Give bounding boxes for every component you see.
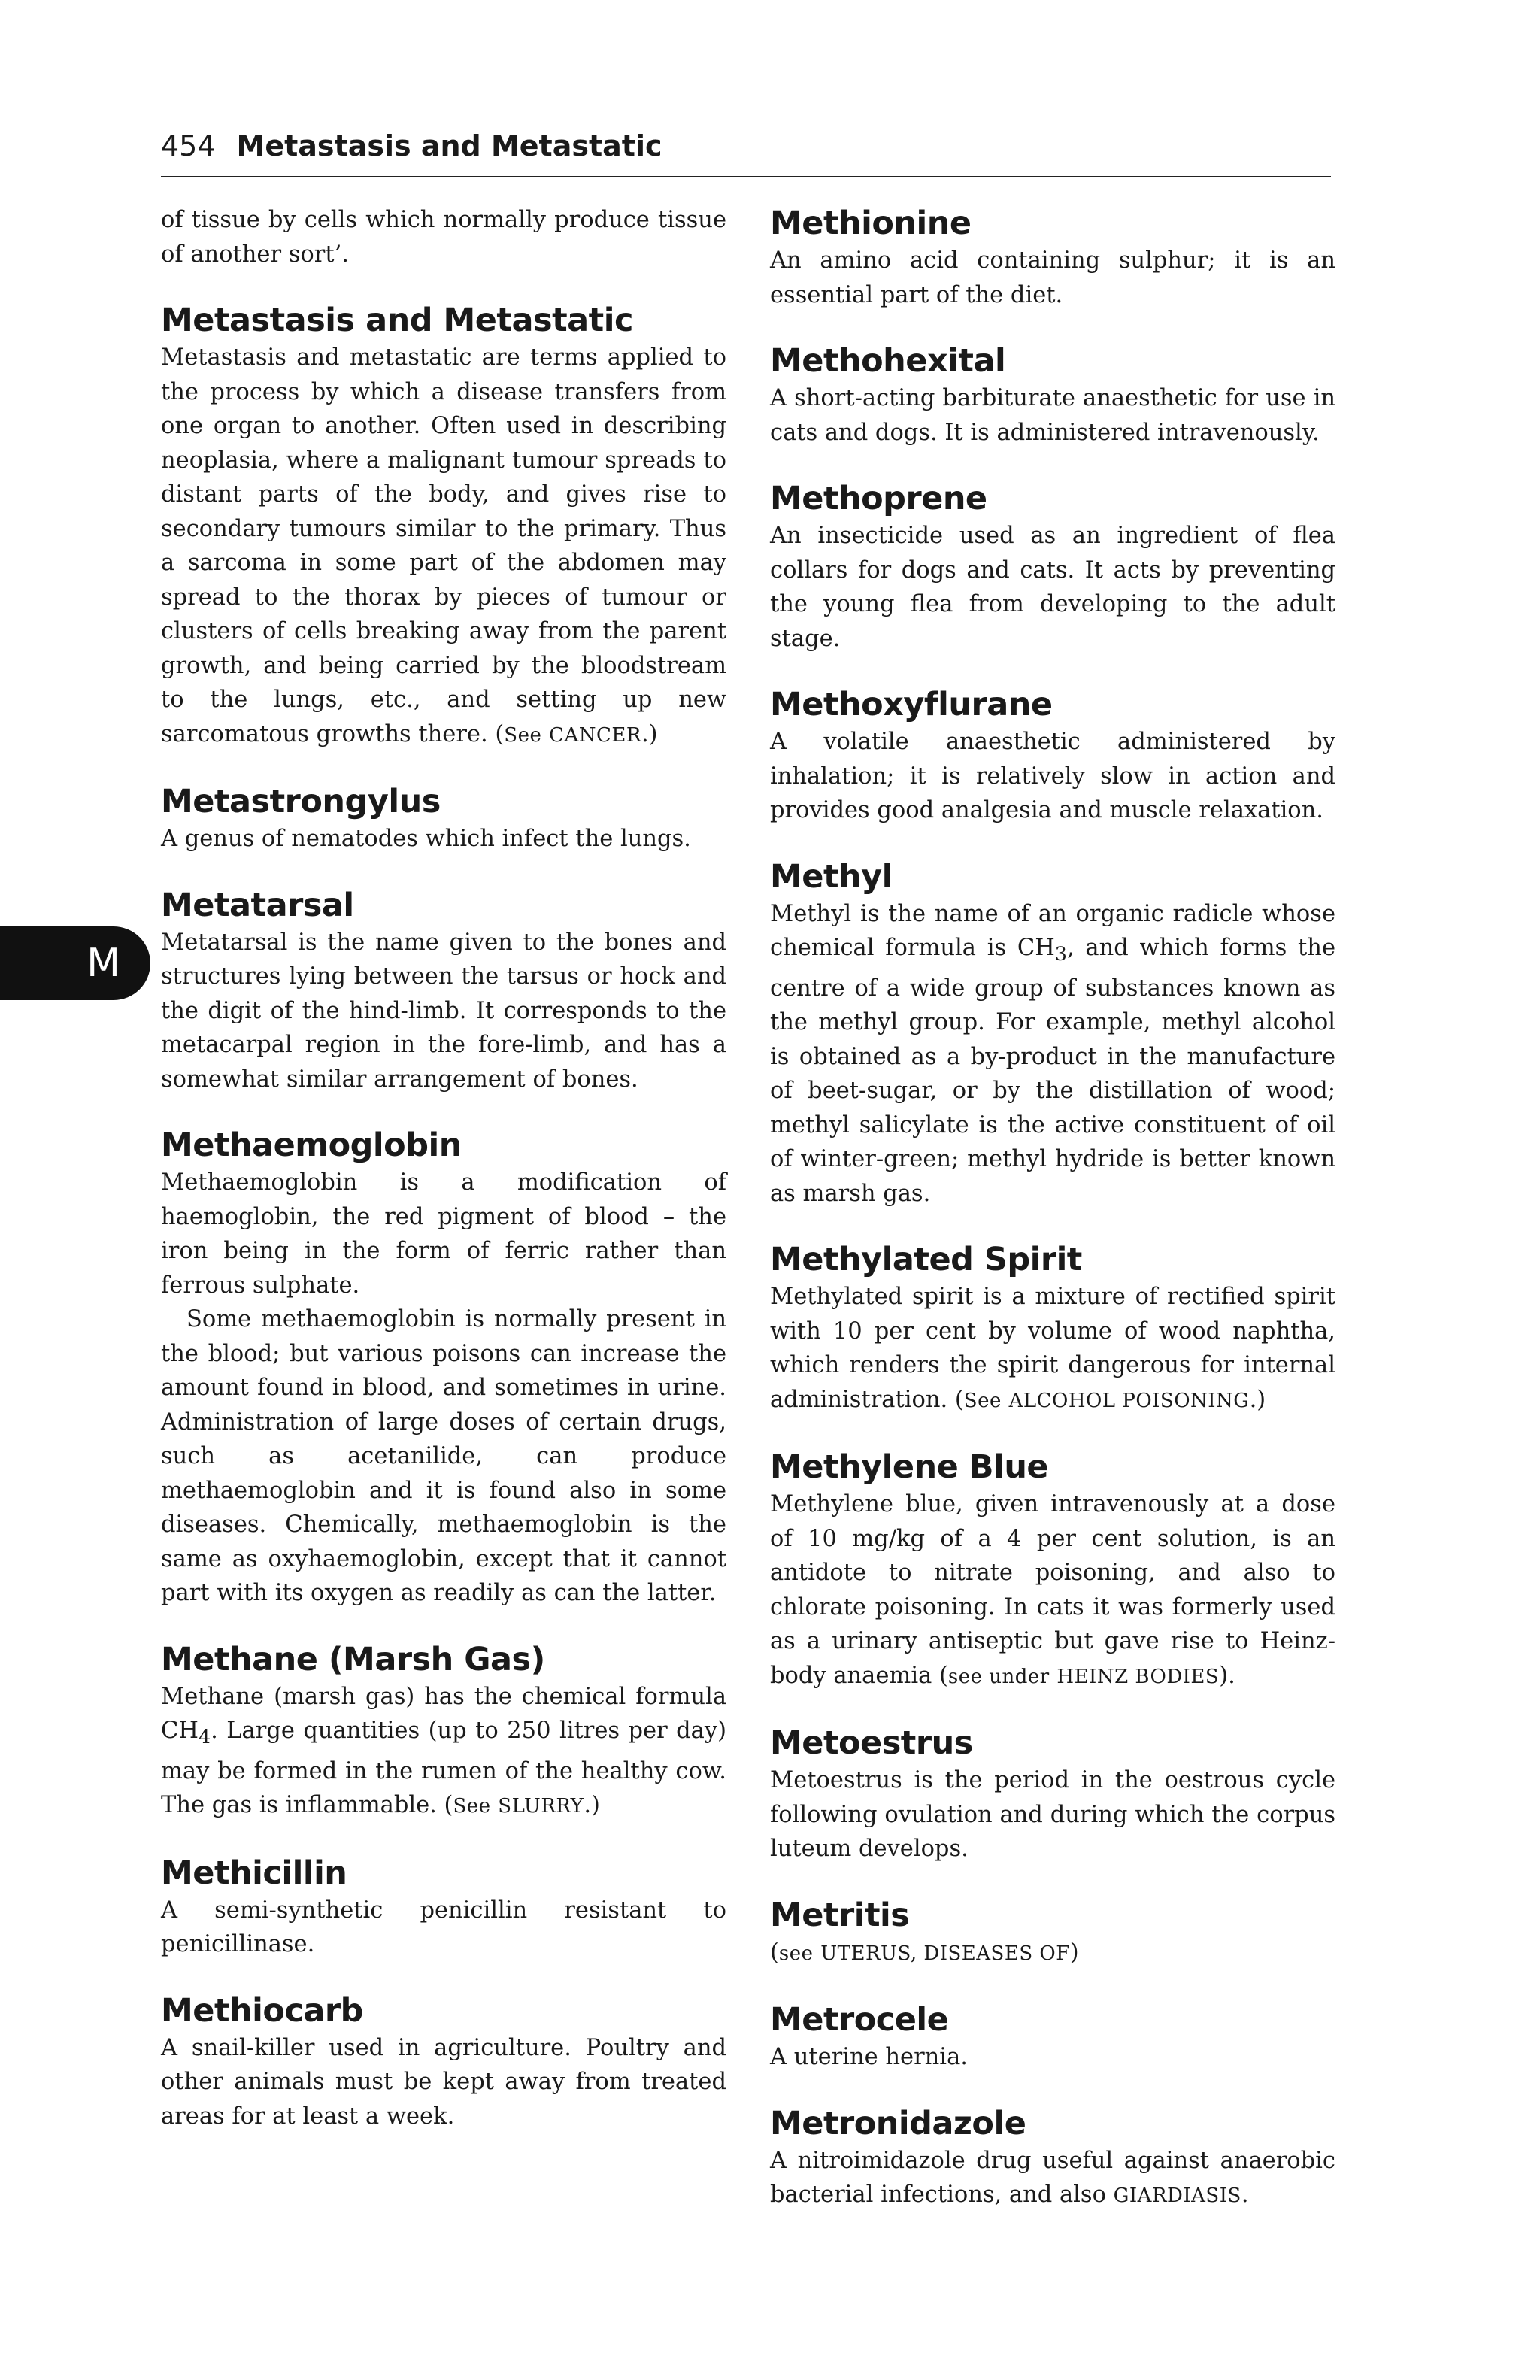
entry-heading: Metritis xyxy=(770,1896,910,1934)
entry-body: Methyl is the name of an organic radicle whose chemical formula is $CH_3$, and which forms the centre of a wide group of substances known as the methyl group. For example, methyl alcohol is obtained as a by-product in the manufacture of beet-sugar, or by the distillation of wood; methyl salicylate is the active constituent of oil of winter-green; methyl hydride is better known as marsh gas. xyxy=(770,900,1335,1207)
entry-heading: Methyl xyxy=(770,857,893,896)
cross-reference: GIARDIASIS xyxy=(1113,2184,1241,2208)
entry-body: Metoestrus is the period in the oestrous cycle following ovulation and during which the corpus luteum develops. xyxy=(770,1767,1335,1863)
entry-methylene-blue xyxy=(770,1447,1335,1694)
entry-metritis xyxy=(770,1895,1335,1972)
entry-metronidazole xyxy=(770,2103,1335,2214)
entry-methylated-spirit xyxy=(770,1239,1335,1418)
cross-reference: HEINZ BODIES xyxy=(1056,1665,1220,1688)
entry-heading: Metronidazole xyxy=(770,2104,1026,2142)
entry-body: An amino acid containing sulphur; it is an essential part of the diet. xyxy=(770,247,1335,308)
entry-methicillin xyxy=(161,1853,726,1962)
entry-body: Metatarsal is the name given to the bones and structures lying between the tarsus or hock and the digit of the hind-limb. It corresponds to the metacarpal region in the fore-limb, and has a somewhat similar arrangement of bones. xyxy=(161,929,726,1093)
entry-methoprene xyxy=(770,478,1335,656)
entry-heading: Methicillin xyxy=(161,1854,347,1892)
entry-heading: Metoestrus xyxy=(770,1724,973,1763)
right-column xyxy=(770,203,1335,2242)
entry-body: Methaemoglobin is a modification of haemoglobin, the red pigment of blood – the iron being in the form of ferric rather than ferrous sulphate. xyxy=(161,1169,726,1299)
entry-heading: Metatarsal xyxy=(161,886,354,924)
cross-reference: CANCER xyxy=(549,723,641,747)
entry-body: A short-acting barbiturate anaesthetic for use in cats and dogs. It is administered intravenously. xyxy=(770,385,1335,446)
entry-heading: Methohexital xyxy=(770,342,1006,380)
entry-body: An insecticide used as an ingredient of flea collars for dogs and cats. It acts by preventing the young flea from developing to the adult stage. xyxy=(770,523,1335,652)
entry-methionine xyxy=(770,203,1335,312)
entry-metrocele xyxy=(770,2000,1335,2075)
see-label: see under xyxy=(947,1665,1050,1688)
entry-heading: Methaemoglobin xyxy=(161,1126,462,1164)
running-title: Metastasis and Metastatic xyxy=(236,129,662,162)
entry-metoestrus xyxy=(770,1723,1335,1866)
entry-heading: Metrocele xyxy=(770,2001,949,2039)
entry-metatarsal xyxy=(161,885,726,1097)
entry-body: A nitroimidazole drug useful against anaerobic bacterial infections, and also GIARDIASIS. xyxy=(770,2147,1335,2209)
left-column xyxy=(161,203,726,2162)
page-number: 454 xyxy=(161,129,216,162)
entry-methohexital xyxy=(770,341,1335,450)
entry-heading: Methoprene xyxy=(770,480,987,517)
entry-heading: Methionine xyxy=(770,205,972,242)
entry-heading: Methiocarb xyxy=(161,1991,363,2030)
thumb-index-tab xyxy=(0,926,150,1000)
entry-body: Methane (marsh gas) has the chemical formula $CH_4$. Large quantities (up to 250 litres per day) may be formed in the rumen of the healthy cow. The gas is inflammable. (See SLURRY.) xyxy=(161,1683,726,1819)
entry-methoxyflurane xyxy=(770,684,1335,828)
entry-body-paragraph-2: Some methaemoglobin is normally present in the blood; but various poisons can increase the amount found in blood, and sometimes in urine. Administration of large doses of certain drugs, such as acetanilide, can produce methaemoglobin and it is found also in some diseases. Chemically, methaemoglobin is the same as oxyhaemoglobin, except that it cannot part with its oxygen as readily as can the latter. xyxy=(161,1306,726,1606)
entry-continuation xyxy=(161,203,726,271)
cross-reference: UTERUS, DISEASES OF xyxy=(820,1942,1070,1965)
entry-heading: Methane (Marsh Gas) xyxy=(161,1640,545,1678)
entry-body: A volatile anaesthetic administered by inhalation; it is relatively slow in action and provides good analgesia and muscle relaxation. xyxy=(770,729,1335,823)
entry-body: A semi-synthetic penicillin resistant to penicillinase. xyxy=(161,1896,726,1958)
see-label: See xyxy=(963,1389,1002,1412)
subscript: 3 xyxy=(1054,942,1067,966)
see-label: see xyxy=(778,1942,814,1965)
entry-body: Methylated spirit is a mixture of rectified spirit with 10 per cent by volume of wood naphtha, which renders the spirit dangerous for internal administration. (See ALCOHOL POISONING.) xyxy=(770,1284,1335,1413)
cross-reference: ALCOHOL POISONING xyxy=(1008,1389,1250,1412)
entry-metastasis xyxy=(161,300,726,753)
entry-methaemoglobin xyxy=(161,1125,726,1611)
entry-body: Methylene blue, given intravenously at a dose of 10 mg/kg of a 4 per cent solution, is an antidote to nitrate poisoning, and also to chlorate poisoning. In cats it was formerly used as a urinary antiseptic but gave rise to Heinz-body anaemia (see under HEINZ BODIES). xyxy=(770,1491,1335,1689)
entry-metastrongylus xyxy=(161,781,726,856)
continuation-text: of tissue by cells which normally produce tissue of another sort’. xyxy=(161,207,726,268)
entry-heading: Methoxyflurane xyxy=(770,686,1053,723)
entry-heading: Methylated Spirit xyxy=(770,1241,1082,1279)
entry-heading: Methylene Blue xyxy=(770,1448,1049,1487)
entry-body: A genus of nematodes which infect the lungs. xyxy=(161,826,691,852)
subscript: 4 xyxy=(198,1725,211,1748)
thumb-index-letter: M xyxy=(86,941,120,986)
see-label: See xyxy=(504,723,542,747)
entry-body: Metastasis and metastatic are terms applied to the process by which a disease transfers from one organ to another. Often used in describing neoplasia, where a malignant tumour spreads to distant parts of the body, and gives rise to secondary tumours similar to the primary. Thus a sarcoma in some part of the abdomen may spread to the thorax by pieces of tumour or clusters of cells breaking away from the parent growth, and being carried by the bloodstream to the lungs, etc., and setting up new sarcomatous growths there. (See CANCER.) xyxy=(161,344,726,747)
entry-heading: Metastrongylus xyxy=(161,783,441,820)
entry-methyl xyxy=(770,856,1335,1211)
see-label: See xyxy=(453,1795,491,1818)
running-header xyxy=(161,123,1331,177)
entry-body: (see UTERUS, DISEASES OF) xyxy=(770,1939,1079,1966)
entry-body: A uterine hernia. xyxy=(770,2044,968,2071)
entry-methiocarb xyxy=(161,1990,726,2134)
cross-reference: SLURRY xyxy=(498,1795,584,1818)
entry-methane xyxy=(161,1639,726,1824)
entry-body: A snail-killer used in agriculture. Poultry and other animals must be kept away from treated areas for at least a week. xyxy=(161,2034,726,2130)
entry-heading: Metastasis and Metastatic xyxy=(161,302,633,339)
